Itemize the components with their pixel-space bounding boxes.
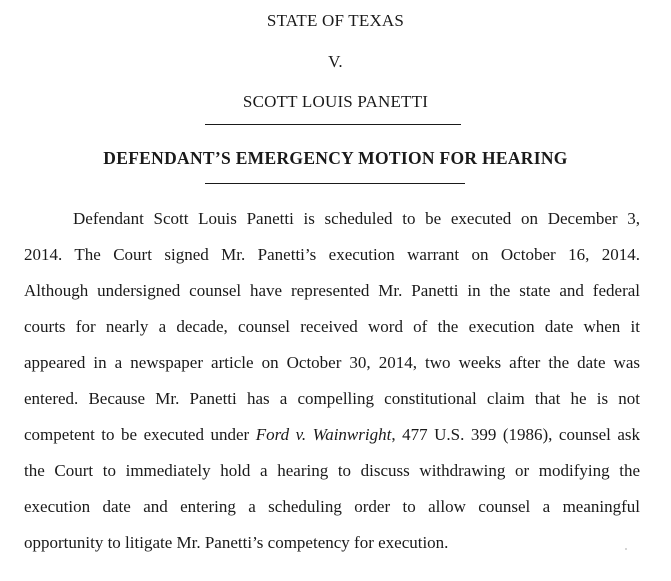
- title-rule: [205, 183, 465, 184]
- body-line: [24, 425, 640, 445]
- caption-defendant: SCOTT LOUIS PANETTI: [242, 92, 429, 111]
- body-text: , 477 U.S. 399 (1986), counsel ask: [391, 425, 640, 444]
- caption-versus: V.: [328, 52, 343, 71]
- body-line: appeared in a newspaper article on October 30, 2014, two weeks after the date was: [24, 353, 640, 372]
- body-text: competent to be executed under: [24, 425, 256, 444]
- body-line: entered. Because Mr. Panetti has a compelling constitutional claim that he is not: [24, 389, 640, 408]
- body-line: execution date and entering a scheduling order to allow counsel a meaningful: [24, 497, 640, 516]
- motion-title: DEFENDANT’S EMERGENCY MOTION FOR HEARING: [103, 148, 568, 168]
- body-line: the Court to immediately hold a hearing to discuss withdrawing or modifying the: [24, 461, 640, 480]
- body-line: Defendant Scott Louis Panetti is scheduled to be executed on December 3,: [73, 209, 640, 228]
- caption-state: STATE OF TEXAS: [266, 11, 405, 30]
- scan-speck: [625, 548, 627, 550]
- caption-rule: [205, 124, 461, 125]
- case-citation: Ford v. Wainwright: [255, 425, 392, 444]
- body-line: courts for nearly a decade, counsel received word of the execution date when it: [24, 317, 640, 336]
- body-line: opportunity to litigate Mr. Panetti’s competency for execution.: [24, 533, 449, 552]
- body-line: 2014. The Court signed Mr. Panetti’s execution warrant on October 16, 2014.: [24, 245, 640, 264]
- body-line: Although undersigned counsel have represented Mr. Panetti in the state and federal: [24, 281, 640, 300]
